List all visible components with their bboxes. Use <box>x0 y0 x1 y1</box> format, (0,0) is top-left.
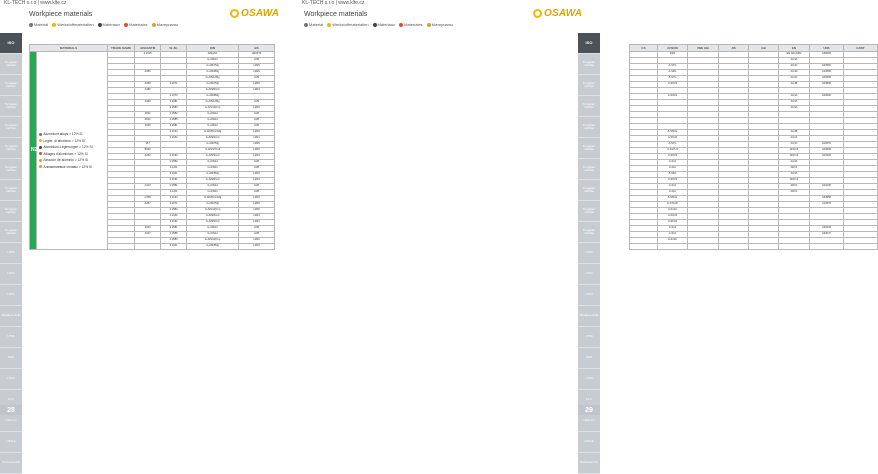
table-cell: 3.2341 <box>161 244 187 250</box>
group-desc-text: Aluminium-Legierungen > 12% Si <box>43 145 93 149</box>
side-tab[interactable]: UT56 <box>578 327 600 348</box>
column-header: JIS <box>719 45 749 52</box>
table-cell: A-S9G <box>658 70 688 76</box>
legend-dot-icon <box>327 23 331 27</box>
legend-item <box>152 22 178 27</box>
table-cell: G-AlSi12 <box>187 160 239 166</box>
table-cell: AC4C <box>779 142 810 148</box>
table-cell: 3.2582 <box>161 160 187 166</box>
column-header: GB <box>749 45 779 52</box>
table-cell: A13570 <box>810 202 844 208</box>
side-tab[interactable]: Tungsten carbide <box>578 201 600 222</box>
table-cell: G-AlSi8Cu3 <box>187 214 239 220</box>
legend-dot-icon <box>399 23 403 27</box>
table-cell: LM25 <box>239 142 275 148</box>
side-tab[interactable]: HSS-E <box>0 432 22 453</box>
table-cell: AC2B <box>779 130 810 136</box>
side-tab[interactable]: Tungsten carbide <box>0 54 22 75</box>
table-cell: AC2A <box>779 136 810 142</box>
side-tab[interactable]: UT54 <box>0 285 22 306</box>
column-header: DIN <box>187 45 239 52</box>
table-cell: G-AlSi7Mg <box>187 64 239 70</box>
material-legend <box>304 22 453 27</box>
table-cell: A-S11 <box>658 190 688 196</box>
table-cell: LM16 <box>239 196 275 202</box>
table-cell: G-AlSi12 <box>187 124 239 130</box>
material-group-description <box>37 52 108 250</box>
side-tab[interactable]: Tungsten carbide <box>578 159 600 180</box>
table-cell: G-AlSi6Cu4 <box>187 220 239 226</box>
table-cell: A-S12 <box>658 160 688 166</box>
table-cell: LM6 <box>239 184 275 190</box>
table-cell: G-AlSi8Cu3 <box>187 178 239 184</box>
brand-name: OSAWA <box>241 8 280 19</box>
table-cell: LM21 <box>239 220 275 226</box>
table-cell: C355 <box>135 196 161 202</box>
table-cell: AC4A <box>779 58 810 64</box>
table-cell: ADC1 <box>779 184 810 190</box>
table-cell <box>810 244 844 250</box>
table-cell: G-AlSi10Mg <box>187 76 239 82</box>
table-cell: 3.2373 <box>161 94 187 100</box>
table-cell: LM6 <box>239 58 275 64</box>
table-cell: ADC12 <box>779 178 810 184</box>
table-cell: A-S7G06 <box>658 202 688 208</box>
side-tab[interactable]: Tungsten carbide <box>0 201 22 222</box>
table-cell <box>658 244 688 250</box>
side-tab[interactable]: Tungsten carbide <box>578 222 600 243</box>
brand-logo <box>533 8 582 19</box>
table-cell: G-AlSi12(Cu) <box>187 238 239 244</box>
table-cell: G-AlSi6Cu4 <box>187 136 239 142</box>
table-cell: 3.2581 <box>161 184 187 190</box>
table-cell: A-S9U3 <box>658 178 688 184</box>
table-cell <box>630 244 658 250</box>
table-cell: 4045 <box>135 124 161 130</box>
legend-dot-icon <box>124 23 128 27</box>
table-cell: 3.2152 <box>161 136 187 142</box>
group-desc-text: Aleación de aluminio > 12% Si <box>43 158 89 162</box>
table-cell <box>688 244 719 250</box>
table-cell: 3.2581 <box>161 226 187 232</box>
table-cell: A356 <box>135 70 161 76</box>
table-cell: 357 <box>135 142 161 148</box>
legend-dot-icon <box>52 23 56 27</box>
table-cell: LM9 <box>239 100 275 106</box>
table-cell: G-AlSi12 <box>187 226 239 232</box>
group-desc-text: Legier. di alluminio > 12% Si <box>43 138 85 143</box>
table-cell: G-AlSi17Cu4 <box>187 148 239 154</box>
side-tab[interactable]: UT50 <box>0 243 22 264</box>
table-cell: 3.2134 <box>161 196 187 202</box>
table-cell: A-S10G <box>658 94 688 100</box>
table-cell: A360 <box>135 82 161 88</box>
column-header: BS <box>239 45 275 52</box>
table-cell: A-S7G <box>658 142 688 148</box>
table-cell: G-AlSi12(Cu) <box>187 106 239 112</box>
table-cell: LM30 <box>239 148 275 154</box>
table-cell: 3.2315 <box>135 52 161 58</box>
legend-label: Matériaux <box>102 22 121 27</box>
side-tab[interactable]: Tungsten carbide <box>0 117 22 138</box>
side-tab[interactable]: Tungsten carbide <box>0 75 22 96</box>
legend-item <box>124 22 147 27</box>
side-tab[interactable]: UT60 <box>578 369 600 390</box>
table-header-row <box>30 45 275 52</box>
table-cell: A-S17U4 <box>658 148 688 154</box>
column-header: UNS <box>810 45 844 52</box>
table-cell: A-S7G <box>658 64 688 70</box>
table-cell: 3.2161 <box>161 178 187 184</box>
table-cell: G-AlSi9Cu3 <box>187 154 239 160</box>
table-cell: G-AlSi11 <box>187 166 239 172</box>
table-cell: LM6 <box>239 190 275 196</box>
table-cell: G-AlSi5Cu1Mg <box>187 196 239 202</box>
table-cell: G-AlSi12 <box>187 232 239 238</box>
column-header: AISI/ASTM <box>135 45 161 52</box>
side-tab[interactable]: SAP <box>578 348 600 369</box>
legend-item <box>29 22 48 27</box>
table-cell: G-AlSi9Mg <box>187 94 239 100</box>
column-header: UNE IHA <box>688 45 719 52</box>
table-cell: A-S5UG <box>658 130 688 136</box>
table-cell: 3.2371 <box>161 82 187 88</box>
side-tab[interactable]: Tungsten carbide <box>578 54 600 75</box>
table-cell: A03570 <box>810 142 844 148</box>
table-cell: A94343 <box>810 226 844 232</box>
table-cell: A413 <box>135 184 161 190</box>
materials-table-left <box>29 44 275 250</box>
table-cell: G-AlSi5Mg <box>187 172 239 178</box>
table-cell: A-S12 <box>658 226 688 232</box>
legend-label: Materiál <box>309 22 324 27</box>
side-tab[interactable]: Tungsten carbide <box>0 180 22 201</box>
table-cell: 3.2163 <box>161 154 187 160</box>
page-title: Workpiece materials <box>29 11 93 18</box>
table-cell: LM6 <box>239 112 275 118</box>
table-cell: A-S12U <box>658 208 688 214</box>
legend-dot-icon <box>304 23 308 27</box>
table-cell: A357 <box>135 202 161 208</box>
osawa-logo-icon <box>533 9 542 18</box>
column-header: EN <box>779 45 810 52</box>
table-cell: A03800 <box>810 82 844 88</box>
group-desc-text: Alliages d'aluminium > 12% Si <box>43 151 88 156</box>
legend-item <box>427 22 453 27</box>
table-cell: A-S5G <box>658 172 688 178</box>
column-header: W.-Nr. <box>161 45 187 52</box>
table-cell: AlMgSi1 <box>187 52 239 58</box>
table-cell <box>779 244 810 250</box>
side-tab[interactable]: Tungsten carbide <box>578 96 600 117</box>
company-header: KL-TECH s.r.o | www.klte.cz <box>4 0 67 6</box>
table-cell <box>135 244 161 250</box>
table-cell: A-S6U4 <box>658 136 688 142</box>
table-cell: 3.2381 <box>161 100 187 106</box>
table-cell: G-AlSi12(Cu) <box>187 208 239 214</box>
table-cell: AC3A <box>779 106 810 112</box>
table-cell: ADC1 <box>779 166 810 172</box>
side-tab[interactable]: Tungsten carbide <box>578 75 600 96</box>
table-header-row <box>630 45 878 52</box>
group-desc-text: Aluminium alloys > 12% Si <box>43 132 83 136</box>
table-cell: AC4C <box>779 76 810 82</box>
language-dot-icon <box>39 133 42 136</box>
table-cell: AC4A <box>779 94 810 100</box>
table-row <box>630 244 878 250</box>
legend-dot-icon <box>98 23 102 27</box>
table-cell: AC3A <box>779 160 810 166</box>
material-group-code: N2 <box>30 52 37 250</box>
table-cell: ADC1 <box>779 190 810 196</box>
table-cell: A380 <box>135 88 161 94</box>
table-cell: A-S9U3 <box>658 154 688 160</box>
column-header: AFNOR <box>658 45 688 52</box>
side-tab[interactable]: Tungsten carbide <box>0 138 22 159</box>
side-tab[interactable]: UT52 <box>0 264 22 285</box>
table-cell: A-S12U <box>658 238 688 244</box>
table-cell: LM25 <box>239 202 275 208</box>
table-cell: LM21 <box>239 136 275 142</box>
side-tab[interactable]: Tungsten carbide <box>0 159 22 180</box>
table-cell: G-AlSi5Mg <box>187 244 239 250</box>
legend-label: Matériaux <box>377 22 396 27</box>
table-cell: LM16 <box>239 130 275 136</box>
table-cell <box>749 244 779 250</box>
side-tab[interactable]: SAP <box>0 348 22 369</box>
table-cell: LM20 <box>239 238 275 244</box>
language-dot-icon <box>39 146 42 149</box>
table-cell: LM6 <box>239 118 275 124</box>
table-cell: LM20 <box>239 208 275 214</box>
table-cell: ADC14 <box>779 148 810 154</box>
table-cell: A-S9U3 <box>658 214 688 220</box>
table-cell: 3.2371 <box>161 202 187 208</box>
side-tab[interactable]: UT50 <box>578 243 600 264</box>
table-cell: AC4A <box>779 172 810 178</box>
table-cell: LM16 <box>239 172 275 178</box>
table-cell: 4047 <box>135 232 161 238</box>
table-cell: ADC10 <box>779 154 810 160</box>
table-cell: G-AlSi12 <box>187 112 239 118</box>
brand-name: OSAWA <box>544 8 583 19</box>
table-cell: A-S11 <box>658 166 688 172</box>
table-cell: 3.2583 <box>161 208 187 214</box>
side-tab[interactable]: DLC <box>0 390 22 411</box>
language-dot-icon <box>39 159 42 162</box>
table-cell: A-S6U4 <box>658 220 688 226</box>
table-cell: LM6 <box>239 166 275 172</box>
column-header: CS <box>630 45 658 52</box>
table-cell: LM25 <box>239 82 275 88</box>
table-cell: 3.2583 <box>161 238 187 244</box>
side-tab[interactable]: HSS-E <box>578 432 600 453</box>
legend-item <box>399 22 422 27</box>
legend-label: Materiales <box>404 22 423 27</box>
table-cell: HE30TF <box>239 52 275 58</box>
table-cell: 3.2585 <box>161 118 187 124</box>
table-cell: LM9 <box>239 76 275 82</box>
page-title: Workpiece materials <box>304 11 368 18</box>
legend-item <box>98 22 121 27</box>
table-cell: B390 <box>135 148 161 154</box>
side-tab[interactable]: Miniature drills <box>0 306 22 327</box>
materials-table-right <box>629 44 878 250</box>
table-cell: 3.2134 <box>161 130 187 136</box>
table-cell: LM6 <box>239 226 275 232</box>
table-cell: 3.2211 <box>161 190 187 196</box>
left-page <box>0 0 300 465</box>
side-tab[interactable]: ISO <box>0 33 22 54</box>
side-tab[interactable]: Tungsten carbide <box>0 222 22 243</box>
language-dot-icon <box>39 152 42 155</box>
table-cell: A03600 <box>810 94 844 100</box>
table-cell: A-S9U3 <box>658 82 688 88</box>
side-tab[interactable]: UT56 <box>0 327 22 348</box>
table-cell <box>844 244 878 250</box>
table-cell: A-S12 <box>658 184 688 190</box>
side-tab[interactable]: HSS-Co <box>578 411 600 432</box>
table-cell: A03320 <box>810 154 844 160</box>
legend-dot-icon <box>373 23 377 27</box>
legend-label: Werkstoffmaterialien <box>332 22 369 27</box>
table-cell: A-S7G <box>658 76 688 82</box>
legend-label: Materiales <box>129 22 148 27</box>
table-cell: A03560 <box>810 76 844 82</box>
company-header: KL-TECH s.r.o | www.klte.cz <box>302 0 365 6</box>
side-tab[interactable]: HSS-Co <box>0 411 22 432</box>
table-cell: 3.2585 <box>161 232 187 238</box>
table-cell: 4043 <box>135 118 161 124</box>
table-cell: A33550 <box>810 196 844 202</box>
page-number: 29 <box>578 405 600 415</box>
osawa-logo-icon <box>230 9 239 18</box>
side-tab[interactable]: Tungsten carbide <box>0 96 22 117</box>
table-cell: A332 <box>135 154 161 160</box>
legend-label: Materiál <box>34 22 49 27</box>
column-header: MATERIALS <box>30 45 108 52</box>
table-cell: 3.2162 <box>161 214 187 220</box>
table-cell: G-AlSi7Mg <box>187 202 239 208</box>
table-cell: LM24 <box>239 88 275 94</box>
table-cell: LM6 <box>239 232 275 238</box>
table-cell: G-AlSi12 <box>187 58 239 64</box>
legend-item <box>327 22 368 27</box>
side-tab[interactable]: Tungsten carbide <box>578 117 600 138</box>
side-tab[interactable]: ISO <box>578 33 600 54</box>
right-page <box>300 0 865 465</box>
language-dot-icon <box>39 139 42 142</box>
legend-dot-icon <box>427 23 431 27</box>
brand-logo <box>230 8 279 19</box>
column-header: GOST <box>844 45 878 52</box>
table-cell: A03560 <box>810 64 844 70</box>
legend-label: Материалы <box>156 22 178 27</box>
side-tab[interactable]: Tungsten carbide <box>578 180 600 201</box>
table-cell: G-AlSi7Mg <box>187 142 239 148</box>
table-cell: A03900 <box>810 148 844 154</box>
legend-label: Werkstoffmaterialien <box>57 22 94 27</box>
material-legend <box>29 22 178 27</box>
table-cell: LM6 <box>239 160 275 166</box>
table-cell: LM16 <box>239 244 275 250</box>
table-cell: LM26 <box>239 70 275 76</box>
table-cell: A13600 <box>810 70 844 76</box>
side-tab[interactable]: UT52 <box>578 264 600 285</box>
column-header: TRADE NAME <box>107 45 134 52</box>
table-cell: EN AW-6082 <box>779 52 810 58</box>
table-cell: LM6 <box>239 124 275 130</box>
table-cell: LM20 <box>239 106 275 112</box>
group-desc-line <box>39 164 106 171</box>
page-number: 28 <box>0 405 22 415</box>
table-cell: G-AlSi5Cu1Mg <box>187 130 239 136</box>
side-tab[interactable]: DLC <box>578 390 600 411</box>
table-cell: G-AlSi12 <box>187 184 239 190</box>
table-cell: 3.2582 <box>161 112 187 118</box>
legend-dot-icon <box>29 23 33 27</box>
legend-item <box>52 22 93 27</box>
side-tab[interactable]: Technical info <box>578 453 600 474</box>
table-cell: AC4B <box>779 82 810 88</box>
table-cell: AC4D <box>779 70 810 76</box>
table-cell: AC4C <box>779 64 810 70</box>
table-cell: G-AlSi9Mg <box>187 70 239 76</box>
side-tab[interactable]: Tungsten carbide <box>578 138 600 159</box>
side-tab[interactable]: Technical info <box>0 453 22 474</box>
table-cell: G-AlSi7Mg <box>187 82 239 88</box>
table-cell: A-S12 <box>658 232 688 238</box>
table-cell: LM24 <box>239 178 275 184</box>
table-cell: 3.2583 <box>161 106 187 112</box>
table-cell: A04130 <box>810 184 844 190</box>
table-cell: A94047 <box>810 232 844 238</box>
table-cell: 3.2152 <box>161 220 187 226</box>
legend-item <box>373 22 396 27</box>
table-cell: 3.2581 <box>161 124 187 130</box>
side-tab[interactable]: Miniature drills <box>578 306 600 327</box>
legend-dot-icon <box>152 23 156 27</box>
table-cell: A-S5UG <box>658 196 688 202</box>
table-cell: 3.2211 <box>161 166 187 172</box>
table-cell: G-AlSi11 <box>187 190 239 196</box>
table-cell: ZSN <box>658 52 688 58</box>
table-cell: AC3A <box>779 100 810 106</box>
table-cell: A96082 <box>810 52 844 58</box>
table-cell: G-AlSi8Cu3 <box>187 88 239 94</box>
table-cell: 3.2341 <box>161 172 187 178</box>
table-cell: A390 <box>135 100 161 106</box>
table-cell: LM25 <box>239 64 275 70</box>
table-cell: G-AlSi12 <box>187 118 239 124</box>
table-cell: LM24 <box>239 154 275 160</box>
table-cell <box>719 244 749 250</box>
side-tab[interactable]: UT60 <box>0 369 22 390</box>
legend-label: Материалы <box>431 22 453 27</box>
table-cell: LM24 <box>239 214 275 220</box>
table-cell: 4032 <box>135 112 161 118</box>
group-desc-text: Алюминиевые сплавы > 12% Si <box>43 164 92 169</box>
side-tab[interactable]: UT54 <box>578 285 600 306</box>
legend-item <box>304 22 323 27</box>
table-cell: 4343 <box>135 226 161 232</box>
table-cell <box>107 244 134 250</box>
language-dot-icon <box>39 165 42 168</box>
table-cell: G-AlSi10Mg <box>187 100 239 106</box>
